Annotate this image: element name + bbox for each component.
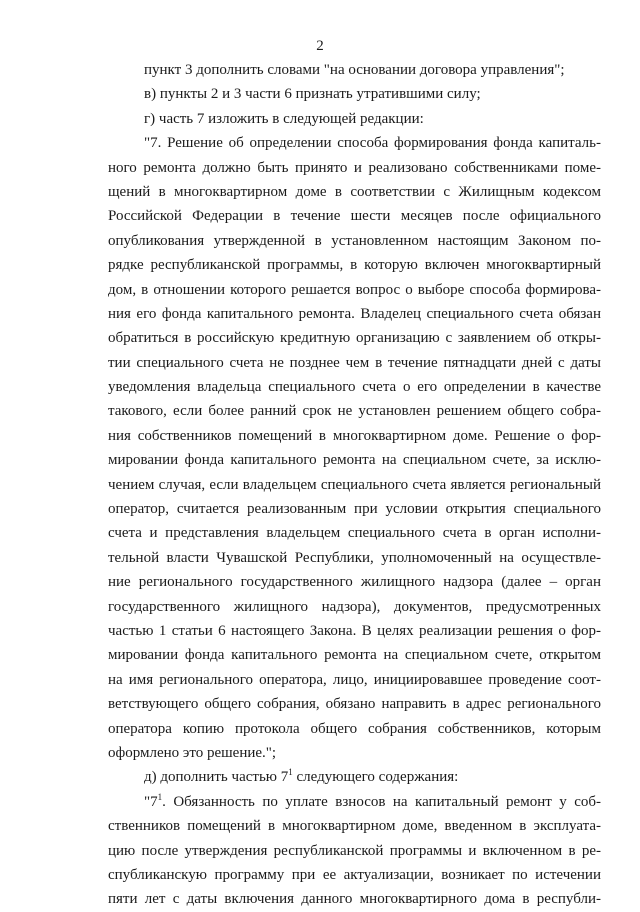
text-line: оформлено это решение."; (108, 744, 277, 761)
tail-paragraph (108, 814, 601, 912)
text-line: опубликования утвержденной в установленном настоящим Законом по- (108, 232, 601, 249)
text-line: ственников помещений в многоквартирном доме, введенном в эксплуата- (108, 818, 601, 835)
text-line-part-7-1 (108, 790, 601, 814)
text-line: оператора копию протокола общего собрания собственников, которым (108, 720, 601, 737)
item-d-text: д) дополнить частью 7 (144, 769, 289, 786)
text-line: счета и представления владельцем специального счета в орган исполни- (108, 525, 601, 542)
text-line: мировании фонда капитального ремонта на специальном счете, за исклю- (108, 452, 601, 469)
text-line: ного ремонта должно быть принято и реализовано собственниками поме- (108, 159, 601, 176)
text-line: ния его фонда капитального ремонта. Владелец специального счета обязан (108, 305, 601, 322)
text-line: чением случая, если владельцем специального счета является региональный (108, 476, 601, 493)
text-line: тельной власти Чувашской Республики, уполномоченный на осуществле- (108, 549, 601, 566)
text-line: дом, в отношении которого решается вопрос о выборе способа формирова- (108, 281, 601, 298)
text-line-item-d (108, 765, 601, 789)
part-7-1-superscript: 1 (157, 791, 163, 802)
text-line: рядке республиканской программы, в которую включен многоквартирный (108, 257, 601, 274)
text-line: мировании фонда капитального ремонта на специальном счете, открытом (108, 647, 601, 664)
text-line: Российской Федерации в течение шести месяцев после официального (108, 208, 601, 225)
text-line: пункт 3 дополнить словами "на основании договора управления"; (144, 62, 565, 78)
text-line: цию после утверждения республиканской программы и включенном в ре- (108, 842, 601, 859)
text-line: уведомления владельца специального счета о его определении в качестве (108, 379, 601, 396)
text-line: обратиться в российскую кредитную организацию с заявлением об откры- (108, 330, 601, 347)
text-line: ние регионального государственного жилищного надзора (далее – орган (108, 574, 601, 591)
text-line: пяти лет с даты включения данного многоквартирного дома в республи- (108, 891, 601, 908)
part-7-1-text: . Обязанность по уплате взносов на капитальный ремонт у соб- (162, 793, 601, 810)
text-line: частью 1 статьи 6 настоящего Закона. В целях реализации решения о фор- (108, 622, 601, 639)
item-d-superscript: 1 (288, 767, 293, 778)
text-line: "7. Решение об определении способа формирования фонда капиталь- (144, 135, 601, 152)
text-line: г) часть 7 изложить в следующей редакции: (144, 110, 424, 127)
page-number: 2 (316, 38, 324, 54)
text-line: на имя регионального оператора, лицо, инициировавшее проведение соот- (108, 671, 601, 688)
text-line: спубликанскую программу при ее актуализации, возникает по истечении (108, 866, 601, 883)
document-body (108, 58, 601, 912)
text-line: такового, если более ранний срок не установлен решением общего собра- (108, 403, 601, 420)
text-line: государственного жилищного надзора), документов, предусмотренных (108, 598, 601, 615)
part-7-1-start: "7 (144, 793, 158, 810)
text-line: щений в многоквартирном доме в соответствии с Жилищным кодексом (108, 183, 601, 200)
text-line: тии специального счета не позднее чем в течение пятнадцати дней с даты (108, 354, 601, 371)
text-line: ния собственников помещений в многоквартирном доме. Решение о фор- (108, 427, 601, 444)
main-paragraphs (108, 58, 601, 765)
text-line: оператор, считается реализованным при условии открытия специального (108, 501, 601, 518)
text-line: в) пункты 2 и 3 части 6 признать утратившими силу; (144, 86, 481, 103)
text-line: ветствующего общего собрания, обязано направить в адрес регионального (108, 696, 601, 713)
item-d-text-end: следующего содержания: (292, 769, 459, 786)
